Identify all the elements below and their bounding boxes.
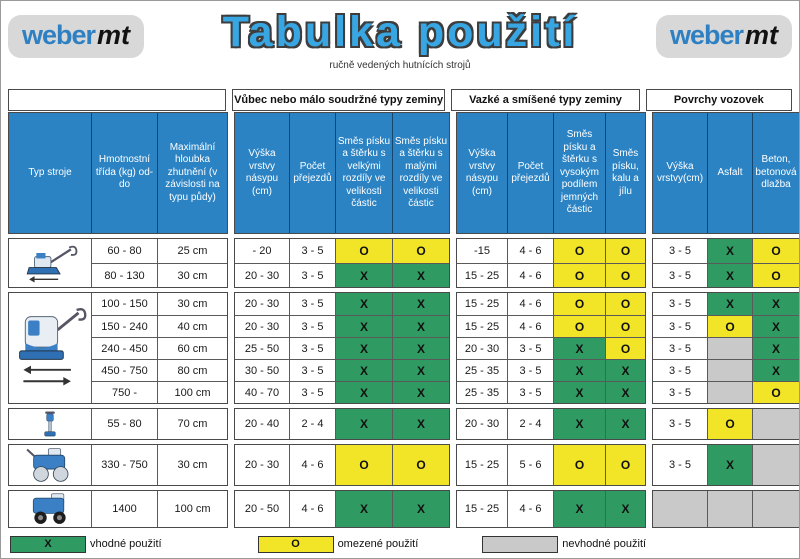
legend-suitable-swatch: X [10,536,86,553]
machine-block [8,444,792,486]
suitability-cell-limited: O [553,293,605,315]
suitability-cell-suitable: X [335,315,392,337]
legend-limited-label: omezené použití [337,538,419,550]
plate-compactor-forward-icon [9,239,91,287]
suitability-cell-limited: O [335,445,392,485]
value-cell: 15 - 25 [457,445,507,485]
suitability-cell-limited: O [335,239,392,263]
suitability-cell-suitable: X [707,263,752,287]
suitability-cell-suitable: X [392,337,449,359]
max-depth-cell: 100 cm [157,491,227,527]
group-header-empty [8,89,226,111]
column-header: Výška vrstvy násypu (cm) [235,113,289,233]
suitability-cell-suitable: X [335,381,392,403]
suitability-cell-limited: O [752,263,799,287]
suitability-cell-unsuitable [752,445,799,485]
title-block [144,8,656,71]
max-depth-cell: 30 cm [157,445,227,485]
suitability-cell-limited: O [392,239,449,263]
value-cell: 3 - 5 [653,337,707,359]
machine-block [8,408,792,440]
max-depth-cell: 25 cm [157,239,227,263]
suitability-cell-limited: O [707,315,752,337]
suitability-cell-suitable: X [752,337,799,359]
suitability-cell-suitable: X [335,293,392,315]
value-cell: 4 - 6 [507,315,553,337]
value-cell: 15 - 25 [457,491,507,527]
group-header-3: Povrchy vozovek [646,89,792,111]
suitability-cell-limited: O [752,381,799,403]
legend [8,533,792,555]
value-cell: 2 - 4 [507,409,553,439]
column-header-group-0 [8,112,228,234]
suitability-cell-limited: O [553,239,605,263]
value-cell: 3 - 5 [289,315,335,337]
suitability-cell-limited: O [605,239,645,263]
page-header [8,7,792,89]
weight-class-cell: 100 - 150 [91,293,157,315]
value-cell: 3 - 5 [653,293,707,315]
value-cell: 3 - 5 [507,359,553,381]
suitability-cell-suitable: X [553,491,605,527]
value-cell: 4 - 6 [289,491,335,527]
machine-info-group [8,408,228,440]
legend-unsuitable-swatch [482,536,558,553]
soil-group-2 [456,292,646,404]
column-header: Směs písku a štěrku s vysokým podílem jemných částic [553,113,605,233]
suitability-cell-unsuitable [707,359,752,381]
legend-item-suitable [10,536,162,553]
value-cell: 3 - 5 [289,359,335,381]
legend-unsuitable-label: nevhodné použití [562,538,647,550]
max-depth-cell: 100 cm [157,381,227,403]
column-header: Směs písku a štěrku s velkými rozdíly ve velikosti částic [335,113,392,233]
suitability-cell-suitable: X [707,445,752,485]
soil-group-2 [456,444,646,486]
suitability-cell-suitable: X [335,263,392,287]
value-cell: 3 - 5 [653,263,707,287]
value-cell: 3 - 5 [653,359,707,381]
machine-block [8,292,792,404]
suitability-cell-suitable: X [553,381,605,403]
value-cell: 15 - 25 [457,263,507,287]
logo-weber-text: weber [22,20,96,50]
weight-class-cell: 150 - 240 [91,315,157,337]
value-cell: -15 [457,239,507,263]
column-header: Výška vrstvy(cm) [653,113,707,233]
suitability-cell-suitable: X [553,337,605,359]
trench-roller-icon [9,491,91,527]
column-header: Beton, betonová dlažba [752,113,799,233]
suitability-cell-unsuitable [752,409,799,439]
suitability-cell-suitable: X [605,409,645,439]
suitability-cell-suitable: X [392,359,449,381]
value-cell: 20 - 30 [235,315,289,337]
value-cell: 25 - 35 [457,359,507,381]
value-cell: 5 - 6 [507,445,553,485]
value-cell: 25 - 50 [235,337,289,359]
suitability-cell-suitable: X [335,337,392,359]
suitability-cell-suitable: X [752,293,799,315]
weight-class-cell: 450 - 750 [91,359,157,381]
suitability-cell-suitable: X [335,359,392,381]
suitability-cell-suitable: X [335,409,392,439]
column-header: Typ stroje [9,113,91,233]
value-cell: 20 - 30 [235,293,289,315]
soil-group-3 [652,408,800,440]
suitability-cell-suitable: X [392,263,449,287]
weight-class-cell: 750 - [91,381,157,403]
soil-group-1 [234,408,450,440]
weight-class-cell: 60 - 80 [91,239,157,263]
machine-info-group [8,444,228,486]
column-header: Asfalt [707,113,752,233]
machine-info-group [8,238,228,288]
weight-class-cell: 1400 [91,491,157,527]
value-cell: 15 - 25 [457,293,507,315]
soil-group-2 [456,238,646,288]
value-cell: 20 - 30 [235,263,289,287]
weber-mt-logo-left [8,15,144,58]
max-depth-cell: 40 cm [157,315,227,337]
value-cell: 30 - 50 [235,359,289,381]
suitability-cell-suitable: X [392,315,449,337]
value-cell: 3 - 5 [289,293,335,315]
max-depth-cell: 70 cm [157,409,227,439]
max-depth-cell: 30 cm [157,293,227,315]
suitability-cell-limited: O [392,445,449,485]
machine-block [8,238,792,288]
suitability-cell-limited: O [707,409,752,439]
suitability-cell-suitable: X [553,359,605,381]
plate-compactor-reversible-icon [9,293,91,403]
rammer-icon [9,409,91,439]
column-header-group-1 [234,112,450,234]
soil-group-3 [652,490,800,528]
suitability-cell-limited: O [752,239,799,263]
column-header: Směs písku a štěrku s malými rozdíly ve velikosti částic [392,113,449,233]
suitability-cell-suitable: X [605,359,645,381]
value-cell: 4 - 6 [507,293,553,315]
legend-limited-swatch: O [258,536,334,553]
max-depth-cell: 30 cm [157,263,227,287]
column-header: Hmotnostní třída (kg) od-do [91,113,157,233]
max-depth-cell: 60 cm [157,337,227,359]
value-cell: 3 - 5 [653,239,707,263]
column-header-group-3 [652,112,800,234]
value-cell: 3 - 5 [653,409,707,439]
column-header-group-2 [456,112,646,234]
group-label-row [8,89,792,111]
page-subtitle: ručně vedených hutnících strojů [329,60,471,71]
value-cell: 3 - 5 [653,381,707,403]
weight-class-cell: 55 - 80 [91,409,157,439]
weight-class-cell: 330 - 750 [91,445,157,485]
value-cell: 15 - 25 [457,315,507,337]
column-header-row [8,112,797,234]
soil-group-1 [234,444,450,486]
value-cell: 4 - 6 [507,491,553,527]
column-header: Směs písku, kalu a jílu [605,113,645,233]
soil-group-3 [652,238,800,288]
value-cell: 20 - 30 [457,337,507,359]
suitability-cell-suitable: X [335,491,392,527]
suitability-cell-limited: O [605,293,645,315]
machine-info-group [8,292,228,404]
value-cell: 25 - 35 [457,381,507,403]
machine-block [8,490,792,528]
logo-mt-text: mt [97,20,131,50]
suitability-cell-limited: O [553,315,605,337]
suitability-cell-limited: O [605,315,645,337]
soil-group-1 [234,292,450,404]
group-header-1: Vůbec nebo málo soudržné typy zeminy [232,89,446,111]
suitability-cell-unsuitable [707,337,752,359]
column-header: Maximální hloubka zhutnění (v závislosti na typu půdy) [157,113,227,233]
value-cell: 3 - 5 [289,239,335,263]
duplex-roller-icon [9,445,91,485]
value-cell: 4 - 6 [289,445,335,485]
legend-item-limited [258,536,419,553]
value-cell: 2 - 4 [289,409,335,439]
soil-group-3 [652,292,800,404]
logo-weber-text: weber [669,20,743,50]
group-header-2: Vazké a smíšené typy zeminy [451,89,639,111]
value-cell: 3 - 5 [289,263,335,287]
soil-group-1 [234,490,450,528]
column-header: Výška vrstvy násypu (cm) [457,113,507,233]
suitability-cell-limited: O [553,445,605,485]
legend-suitable-label: vhodné použití [90,538,162,550]
value-cell: 40 - 70 [235,381,289,403]
suitability-cell-unsuitable [707,491,752,527]
suitability-cell-unsuitable [707,381,752,403]
suitability-cell-unsuitable [653,491,707,527]
value-cell: 20 - 30 [457,409,507,439]
suitability-cell-suitable: X [392,381,449,403]
page-title: Tabulka použití [222,8,578,56]
suitability-cell-suitable: X [392,293,449,315]
value-cell: 20 - 30 [235,445,289,485]
usage-table [8,89,797,528]
suitability-cell-limited: O [553,263,605,287]
suitability-cell-suitable: X [752,315,799,337]
suitability-cell-suitable: X [605,381,645,403]
value-cell: - 20 [235,239,289,263]
soil-group-1 [234,238,450,288]
value-cell: 20 - 50 [235,491,289,527]
suitability-cell-suitable: X [392,491,449,527]
value-cell: 3 - 5 [507,381,553,403]
suitability-cell-suitable: X [553,409,605,439]
legend-item-unsuitable [482,536,646,553]
suitability-cell-unsuitable [752,491,799,527]
suitability-cell-limited: O [605,337,645,359]
weber-mt-logo-right [656,15,792,58]
suitability-cell-suitable: X [707,239,752,263]
machine-info-group [8,490,228,528]
soil-group-3 [652,444,800,486]
logo-mt-text: mt [745,20,778,50]
suitability-cell-limited: O [605,445,645,485]
soil-group-2 [456,408,646,440]
value-cell: 3 - 5 [653,445,707,485]
suitability-cell-suitable: X [392,409,449,439]
suitability-cell-suitable: X [707,293,752,315]
value-cell: 4 - 6 [507,263,553,287]
max-depth-cell: 80 cm [157,359,227,381]
suitability-cell-suitable: X [752,359,799,381]
column-header: Počet přejezdů [507,113,553,233]
weight-class-cell: 240 - 450 [91,337,157,359]
value-cell: 4 - 6 [507,239,553,263]
value-cell: 3 - 5 [507,337,553,359]
value-cell: 3 - 5 [289,337,335,359]
value-cell: 3 - 5 [289,381,335,403]
value-cell: 3 - 5 [653,315,707,337]
column-header: Počet přejezdů [289,113,335,233]
soil-group-2 [456,490,646,528]
weight-class-cell: 80 - 130 [91,263,157,287]
suitability-cell-suitable: X [605,491,645,527]
value-cell: 20 - 40 [235,409,289,439]
suitability-cell-limited: O [605,263,645,287]
